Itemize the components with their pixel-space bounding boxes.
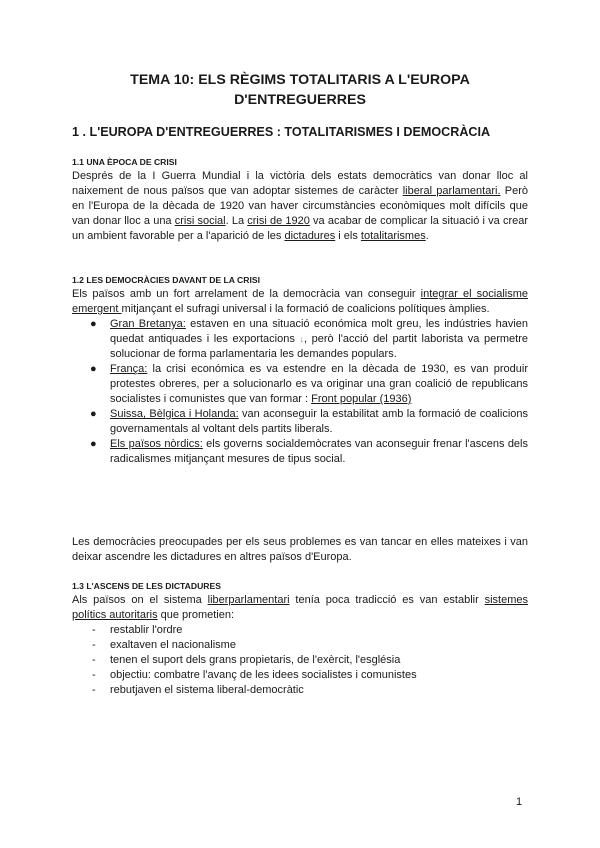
underlined-term: crisi de 1920 bbox=[247, 215, 310, 227]
section-1-2-heading: 1.2 LES DEMOCRÀCIES DAVANT DE LA CRISI bbox=[72, 275, 260, 285]
list-item-text: objectiu: combatre l'avanç de les idees socialistes i comunistes bbox=[110, 669, 417, 681]
section-1-3-heading: 1.3 L'ASCENS DE LES DICTADURES bbox=[72, 581, 221, 591]
underlined-term: totalitarismes bbox=[360, 230, 426, 242]
underlined-term: integrar el socialisme emergent bbox=[72, 288, 529, 315]
underlined-term: dictadures bbox=[284, 230, 336, 242]
down-arrow-icon: ↓ bbox=[299, 334, 304, 344]
text: la crisi económica es va estendre en la dècada de 1930, es van produir protestes obreres, per a solucionarlo es va originar una gran coalició de republicans socialistes i comunistes que van formar : bbox=[110, 363, 528, 405]
underlined-term: crisi social bbox=[174, 215, 226, 227]
list-item bbox=[72, 653, 528, 668]
list-item bbox=[72, 623, 528, 638]
underlined-term: sistemes polítics autoritaris bbox=[72, 594, 528, 621]
title-line-1: TEMA 10: ELS RÈGIMS TOTALITARIS A L'EUROPA bbox=[130, 72, 470, 88]
bullet-icon: ● bbox=[90, 363, 97, 375]
section-1-1-heading: 1.1 UNA ÈPOCA DE CRISI bbox=[72, 157, 177, 167]
section-1-3-intro bbox=[72, 593, 528, 623]
text: van aconseguir la estabilitat amb la formació de coalicions governamentals al voltant dels partits liberals. bbox=[110, 408, 528, 435]
list-item bbox=[72, 683, 528, 698]
page-number: 1 bbox=[516, 796, 523, 808]
text: estaven en una situació económica molt greu, les indústries havien quedat antiquades i les exportacions bbox=[110, 318, 529, 345]
underlined-term: Suissa, Bèlgica i Holanda: bbox=[110, 408, 239, 420]
text: que prometien: bbox=[157, 609, 235, 621]
list-item bbox=[72, 437, 528, 467]
list-item bbox=[72, 317, 528, 362]
dash-icon: - bbox=[92, 654, 96, 666]
list-item bbox=[72, 668, 528, 683]
section-1-2-intro bbox=[72, 287, 528, 317]
text: . La bbox=[225, 215, 248, 227]
underlined-term: Front popular (1936) bbox=[311, 393, 412, 405]
text: mitjançant el sufragi universal i la formació de coalicions polítiques àmplies. bbox=[121, 303, 490, 315]
underlined-term: liberal parlamentari. bbox=[402, 185, 501, 197]
section-1-3 bbox=[72, 580, 528, 698]
text: va acabar de complicar la situació i va crear un ambient favorable per a l'aparició de les bbox=[72, 215, 529, 242]
democracies-list bbox=[72, 317, 528, 467]
list-item-text: exaltaven el nacionalisme bbox=[110, 639, 236, 651]
underlined-term: liberparlamentari bbox=[207, 594, 290, 606]
bullet-icon: ● bbox=[90, 318, 97, 330]
text: . bbox=[425, 230, 429, 242]
text: els governs socialdemòcrates van aconseguir frenar l'ascens dels radicalismes mitjançant mesures de tipus social. bbox=[110, 438, 528, 465]
text: Després de la I Guerra Mundial i la victòria dels estats democràtics van donar lloc al naixement de nous països que van adoptar sistemes de caràcter bbox=[72, 170, 528, 197]
text: Als països on el sistema bbox=[72, 594, 208, 606]
dash-icon: - bbox=[92, 684, 96, 696]
section-1-2 bbox=[72, 274, 528, 467]
list-item bbox=[72, 638, 528, 653]
underlined-term: Els països nòrdics: bbox=[110, 438, 203, 450]
underlined-term: França: bbox=[110, 363, 148, 375]
text: Però en l'Europa de la dècada de 1920 van haver circumstàncies econòmiques molt difícils que van donar lloc a una bbox=[72, 185, 529, 227]
text: , però l'acció del partit laborista va permetre solucionar de forma parlamentaria les demandes populars. bbox=[110, 333, 528, 360]
list-item-text: tenen el suport dels grans propietaris, de l'exèrcit, l'església bbox=[110, 654, 401, 666]
closing-paragraph: Les democràcies preocupades per els seus problemes es van tancar en elles mateixes i van deixar ascendre les dictadures en altres països d'Europa. bbox=[72, 536, 528, 563]
dash-icon: - bbox=[92, 639, 96, 651]
section-1-1-paragraph bbox=[72, 169, 528, 244]
dash-icon: - bbox=[92, 624, 96, 636]
section-1-2-closing bbox=[72, 535, 528, 565]
bullet-icon: ● bbox=[90, 408, 97, 420]
bullet-icon: ● bbox=[90, 438, 97, 450]
list-item-text: rebutjaven el sistema liberal-democràtic bbox=[110, 684, 304, 696]
dictatorships-list bbox=[72, 623, 528, 698]
section-heading-1: 1 . L'EUROPA D'ENTREGUERRES : TOTALITARISMES I DEMOCRÀCIA bbox=[72, 125, 491, 139]
underlined-term: Gran Bretanya: bbox=[110, 318, 186, 330]
dash-icon: - bbox=[92, 669, 96, 681]
text: i els bbox=[335, 230, 361, 242]
list-item bbox=[72, 362, 528, 407]
page-title bbox=[100, 70, 500, 110]
text: tenía poca tradicció es van establir bbox=[289, 594, 485, 606]
list-item-text: restablir l'ordre bbox=[110, 624, 183, 636]
title-line-2: D'ENTREGUERRES bbox=[234, 92, 366, 108]
list-item bbox=[72, 407, 528, 437]
section-1-1 bbox=[72, 156, 528, 244]
text: Els països amb un fort arrelament de la democràcia van conseguir bbox=[72, 288, 421, 300]
